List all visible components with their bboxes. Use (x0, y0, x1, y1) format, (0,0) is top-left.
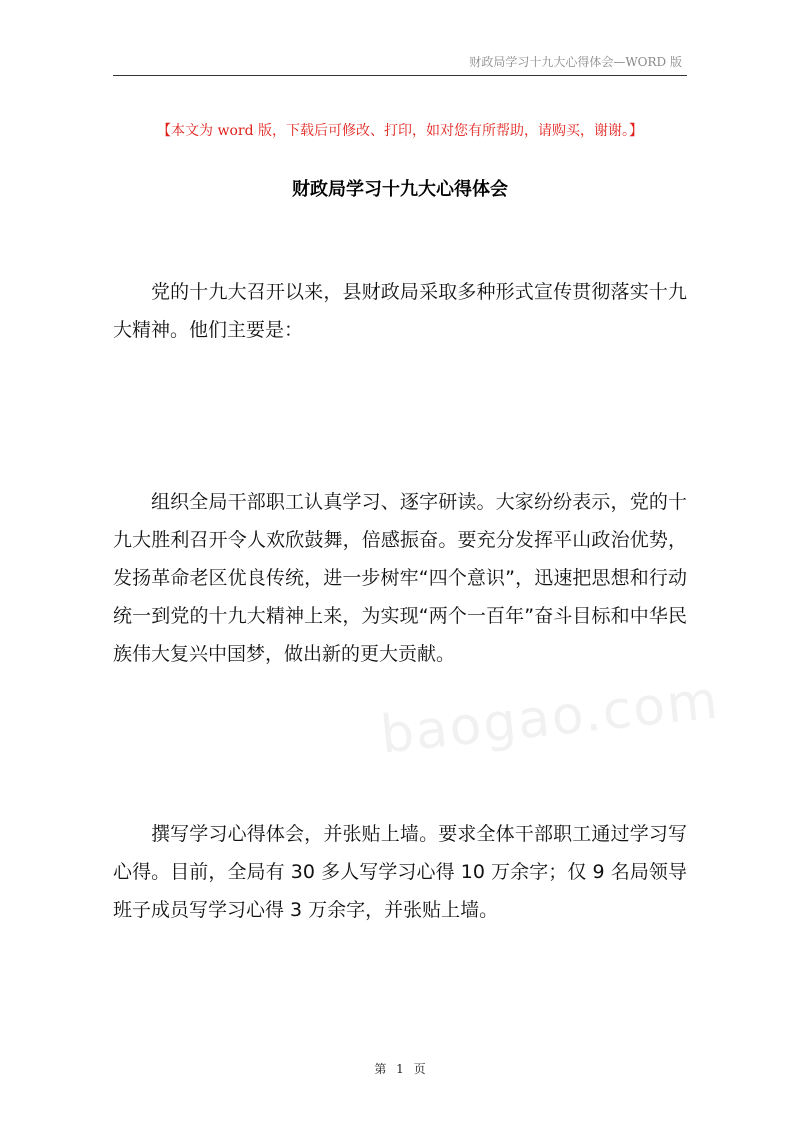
download-notice: 【本文为 word 版，下载后可修改、打印，如对您有所帮助，请购买，谢谢。】 (157, 123, 643, 139)
running-header: 财政局学习十九大心得体会—WORD 版 (469, 55, 682, 69)
header-divider (113, 75, 687, 76)
paragraph-intro: 党的十九大召开以来，县财政局采取多种形式宣传贯彻落实十九大精神。他们主要是： (113, 281, 687, 341)
page-prefix: 第 (374, 1062, 387, 1076)
page-footer (0, 1060, 800, 1077)
page-suffix: 页 (413, 1062, 426, 1076)
watermark-logo: baogao.com (377, 670, 723, 766)
paragraph-study: 组织全局干部职工认真学习、逐字研读。大家纷纷表示，党的十九大胜利召开令人欢欣鼓舞，倍感振奋。要充分发挥平山政治优势，发扬革命老区优良传统，进一步树牢“四个意识”，迅速把思想和行动统一到党的十九大精神上来，为实现“两个一百年”奋斗目标和中华民族伟大复兴中国梦，做出新的更大贡献。 (113, 491, 687, 665)
document-title: 财政局学习十九大心得体会 (292, 179, 508, 200)
paragraph-writing: 撰写学习心得体会，并张贴上墙。要求全体干部职工通过学习写心得。目前，全局有 30 多人写学习心得 10 万余字；仅 9 名局领导班子成员写学习心得 3 万余字，并张贴上墙。 (113, 823, 687, 921)
page-number: 1 (396, 1062, 404, 1076)
